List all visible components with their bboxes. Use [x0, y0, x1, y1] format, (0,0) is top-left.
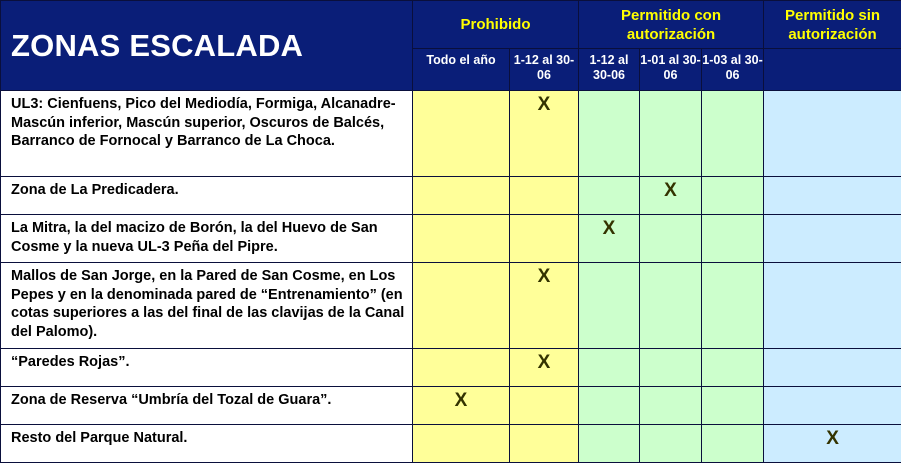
subheader-todo-el-ano: Todo el año	[413, 49, 510, 91]
mark-cell	[640, 91, 702, 177]
mark-cell	[764, 349, 901, 387]
group-header-permitido-sin-autorizacion: Permitido sin autorización	[764, 1, 901, 49]
mark-cell	[702, 91, 764, 177]
mark-cell	[413, 349, 510, 387]
mark-cell	[510, 215, 579, 263]
mark-cell	[702, 349, 764, 387]
subheader-permitido-1-12: 1-12 al 30-06	[579, 49, 640, 91]
mark-cell	[640, 349, 702, 387]
mark-cell	[702, 425, 764, 463]
mark-cell	[702, 177, 764, 215]
table-row	[1, 91, 901, 177]
mark-cell	[579, 425, 640, 463]
table-row	[1, 425, 901, 463]
mark-cell	[640, 387, 702, 425]
table-row	[1, 177, 901, 215]
mark-cell	[413, 425, 510, 463]
table-row	[1, 387, 901, 425]
mark-cell: X	[510, 349, 579, 387]
zone-name: Zona de La Predicadera.	[1, 177, 413, 215]
mark-cell: X	[579, 215, 640, 263]
mark-cell: X	[510, 91, 579, 177]
zone-name: UL3: Cienfuens, Pico del Mediodía, Formiga, Alcanadre-Mascún inferior, Mascún superior, Oscuros de Balcés, Barranco de Fornocal y Barranco de La Choca.	[1, 91, 413, 177]
mark-cell	[579, 263, 640, 349]
mark-cell	[764, 91, 901, 177]
subheader-prohibido-1-12: 1-12 al 30-06	[510, 49, 579, 91]
mark-cell	[764, 215, 901, 263]
mark-cell	[510, 425, 579, 463]
mark-cell	[510, 177, 579, 215]
mark-cell	[702, 387, 764, 425]
mark-cell	[640, 215, 702, 263]
mark-cell	[579, 387, 640, 425]
table-title: ZONAS ESCALADA	[1, 1, 413, 91]
zone-name: Zona de Reserva “Umbría del Tozal de Guara”.	[1, 387, 413, 425]
mark-cell	[413, 215, 510, 263]
mark-cell	[640, 263, 702, 349]
subheader-permitido-1-03: 1-03 al 30-06	[702, 49, 764, 91]
mark-cell	[413, 177, 510, 215]
table-row	[1, 263, 901, 349]
zone-name: Resto del Parque Natural.	[1, 425, 413, 463]
mark-cell: X	[640, 177, 702, 215]
mark-cell	[510, 387, 579, 425]
mark-cell	[413, 263, 510, 349]
mark-cell	[764, 387, 901, 425]
mark-cell: X	[510, 263, 579, 349]
mark-cell	[413, 91, 510, 177]
mark-cell	[579, 91, 640, 177]
mark-cell	[764, 263, 901, 349]
zone-name: La Mitra, la del macizo de Borón, la del Huevo de San Cosme y la nueva UL-3 Peña del Pipre.	[1, 215, 413, 263]
mark-cell: X	[413, 387, 510, 425]
mark-cell	[579, 349, 640, 387]
group-header-permitido-con-autorizacion: Permitido con autorización	[579, 1, 764, 49]
mark-cell	[764, 177, 901, 215]
mark-cell	[702, 215, 764, 263]
group-header-prohibido: Prohibido	[413, 1, 579, 49]
mark-cell	[579, 177, 640, 215]
zone-name: “Paredes Rojas”.	[1, 349, 413, 387]
table-row	[1, 349, 901, 387]
table-row	[1, 215, 901, 263]
subheader-permitido-1-01: 1-01 al 30-06	[640, 49, 702, 91]
mark-cell: X	[764, 425, 901, 463]
mark-cell	[640, 425, 702, 463]
mark-cell	[702, 263, 764, 349]
zone-name: Mallos de San Jorge, en la Pared de San Cosme, en Los Pepes y en la denominada pared de “Entrenamiento” (en cotas superiores a las del final de las clavijas de la Canal del Palomo).	[1, 263, 413, 349]
subheader-sin-autorizacion	[764, 49, 901, 91]
